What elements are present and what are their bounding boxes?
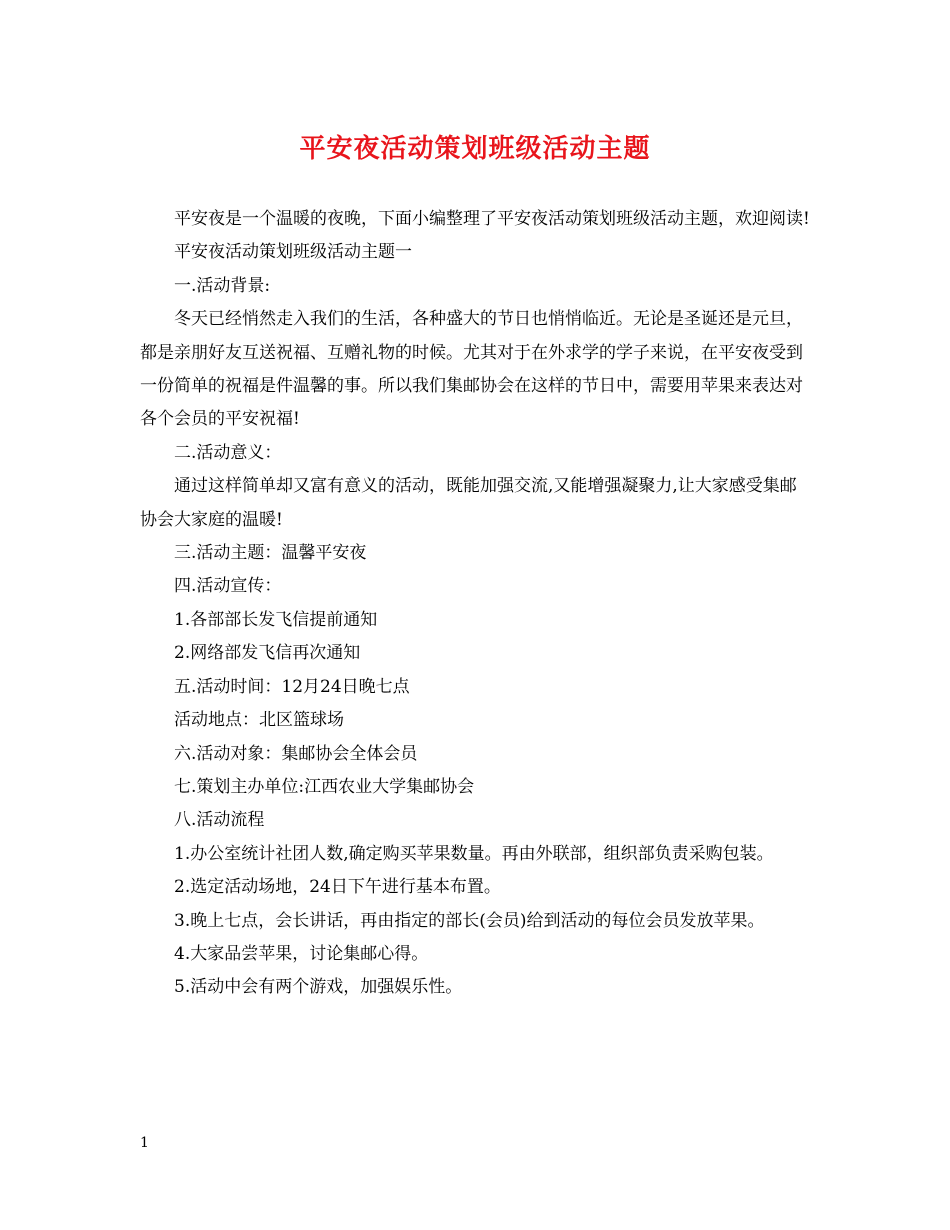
document-title: 平安夜活动策划班级活动主题 (299, 134, 651, 164)
paragraph-location: 活动地点：北区篮球场 (174, 710, 344, 731)
page-number: 1 (140, 1135, 149, 1151)
paragraph-intro: 平安夜是一个温暖的夜晚，下面小编整理了平安夜活动策划班级活动主题，欢迎阅读! (174, 209, 810, 229)
paragraph-flow-item-3: 3.晚上七点，会长讲话，再由指定的部长(会员)给到活动的每位会员发放苹果。 (174, 910, 765, 931)
paragraph-meaning-heading: 二.活动意义： (174, 442, 282, 463)
paragraph-background-heading: 一.活动背景: (174, 275, 271, 296)
paragraph-publicity-heading: 四.活动宣传： (174, 576, 282, 597)
paragraph-section-heading: 平安夜活动策划班级活动主题一 (174, 242, 412, 263)
paragraph-organizer: 七.策划主办单位:江西农业大学集邮协会 (174, 776, 475, 797)
paragraph-flow-item-5: 5.活动中会有两个游戏，加强娱乐性。 (174, 977, 463, 998)
document-body (140, 203, 812, 1005)
paragraph-flow-heading: 八.活动流程 (174, 810, 265, 831)
paragraph-audience: 六.活动对象：集邮协会全体会员 (174, 743, 418, 764)
paragraph-time: 五.活动时间：12月24日晚七点 (174, 676, 410, 697)
paragraph-flow-item-2: 2.选定活动场地，24日下午进行基本布置。 (174, 877, 501, 898)
paragraph-flow-item-4: 4.大家品尝苹果，讨论集邮心得。 (174, 943, 429, 964)
paragraph-background-text: 冬天已经悄然走入我们的生活，各种盛大的节日也悄悄临近。无论是圣诞还是元旦，都是亲朋好友互送祝福、互赠礼物的时候。尤其对于在外求学的学子来说，在平安夜受到一份简单的祝福是件温馨的事。所以我们集邮协会在这样的节日中，需要用苹果来表达对各个会员的平安祝福! (140, 309, 803, 430)
paragraph-meaning-text: 通过这样简单却又富有意义的活动，既能加强交流,又能增强凝聚力,让大家感受集邮协会大家庭的温暖! (140, 476, 797, 530)
paragraph-publicity-item-1: 1.各部部长发飞信提前通知 (174, 609, 378, 630)
paragraph-theme: 三.活动主题：温馨平安夜 (174, 543, 367, 564)
paragraph-publicity-item-2: 2.网络部发飞信再次通知 (174, 643, 361, 664)
paragraph-flow-item-1: 1.办公室统计社团人数,确定购买苹果数量。再由外联部，组织部负责采购包装。 (174, 843, 774, 864)
